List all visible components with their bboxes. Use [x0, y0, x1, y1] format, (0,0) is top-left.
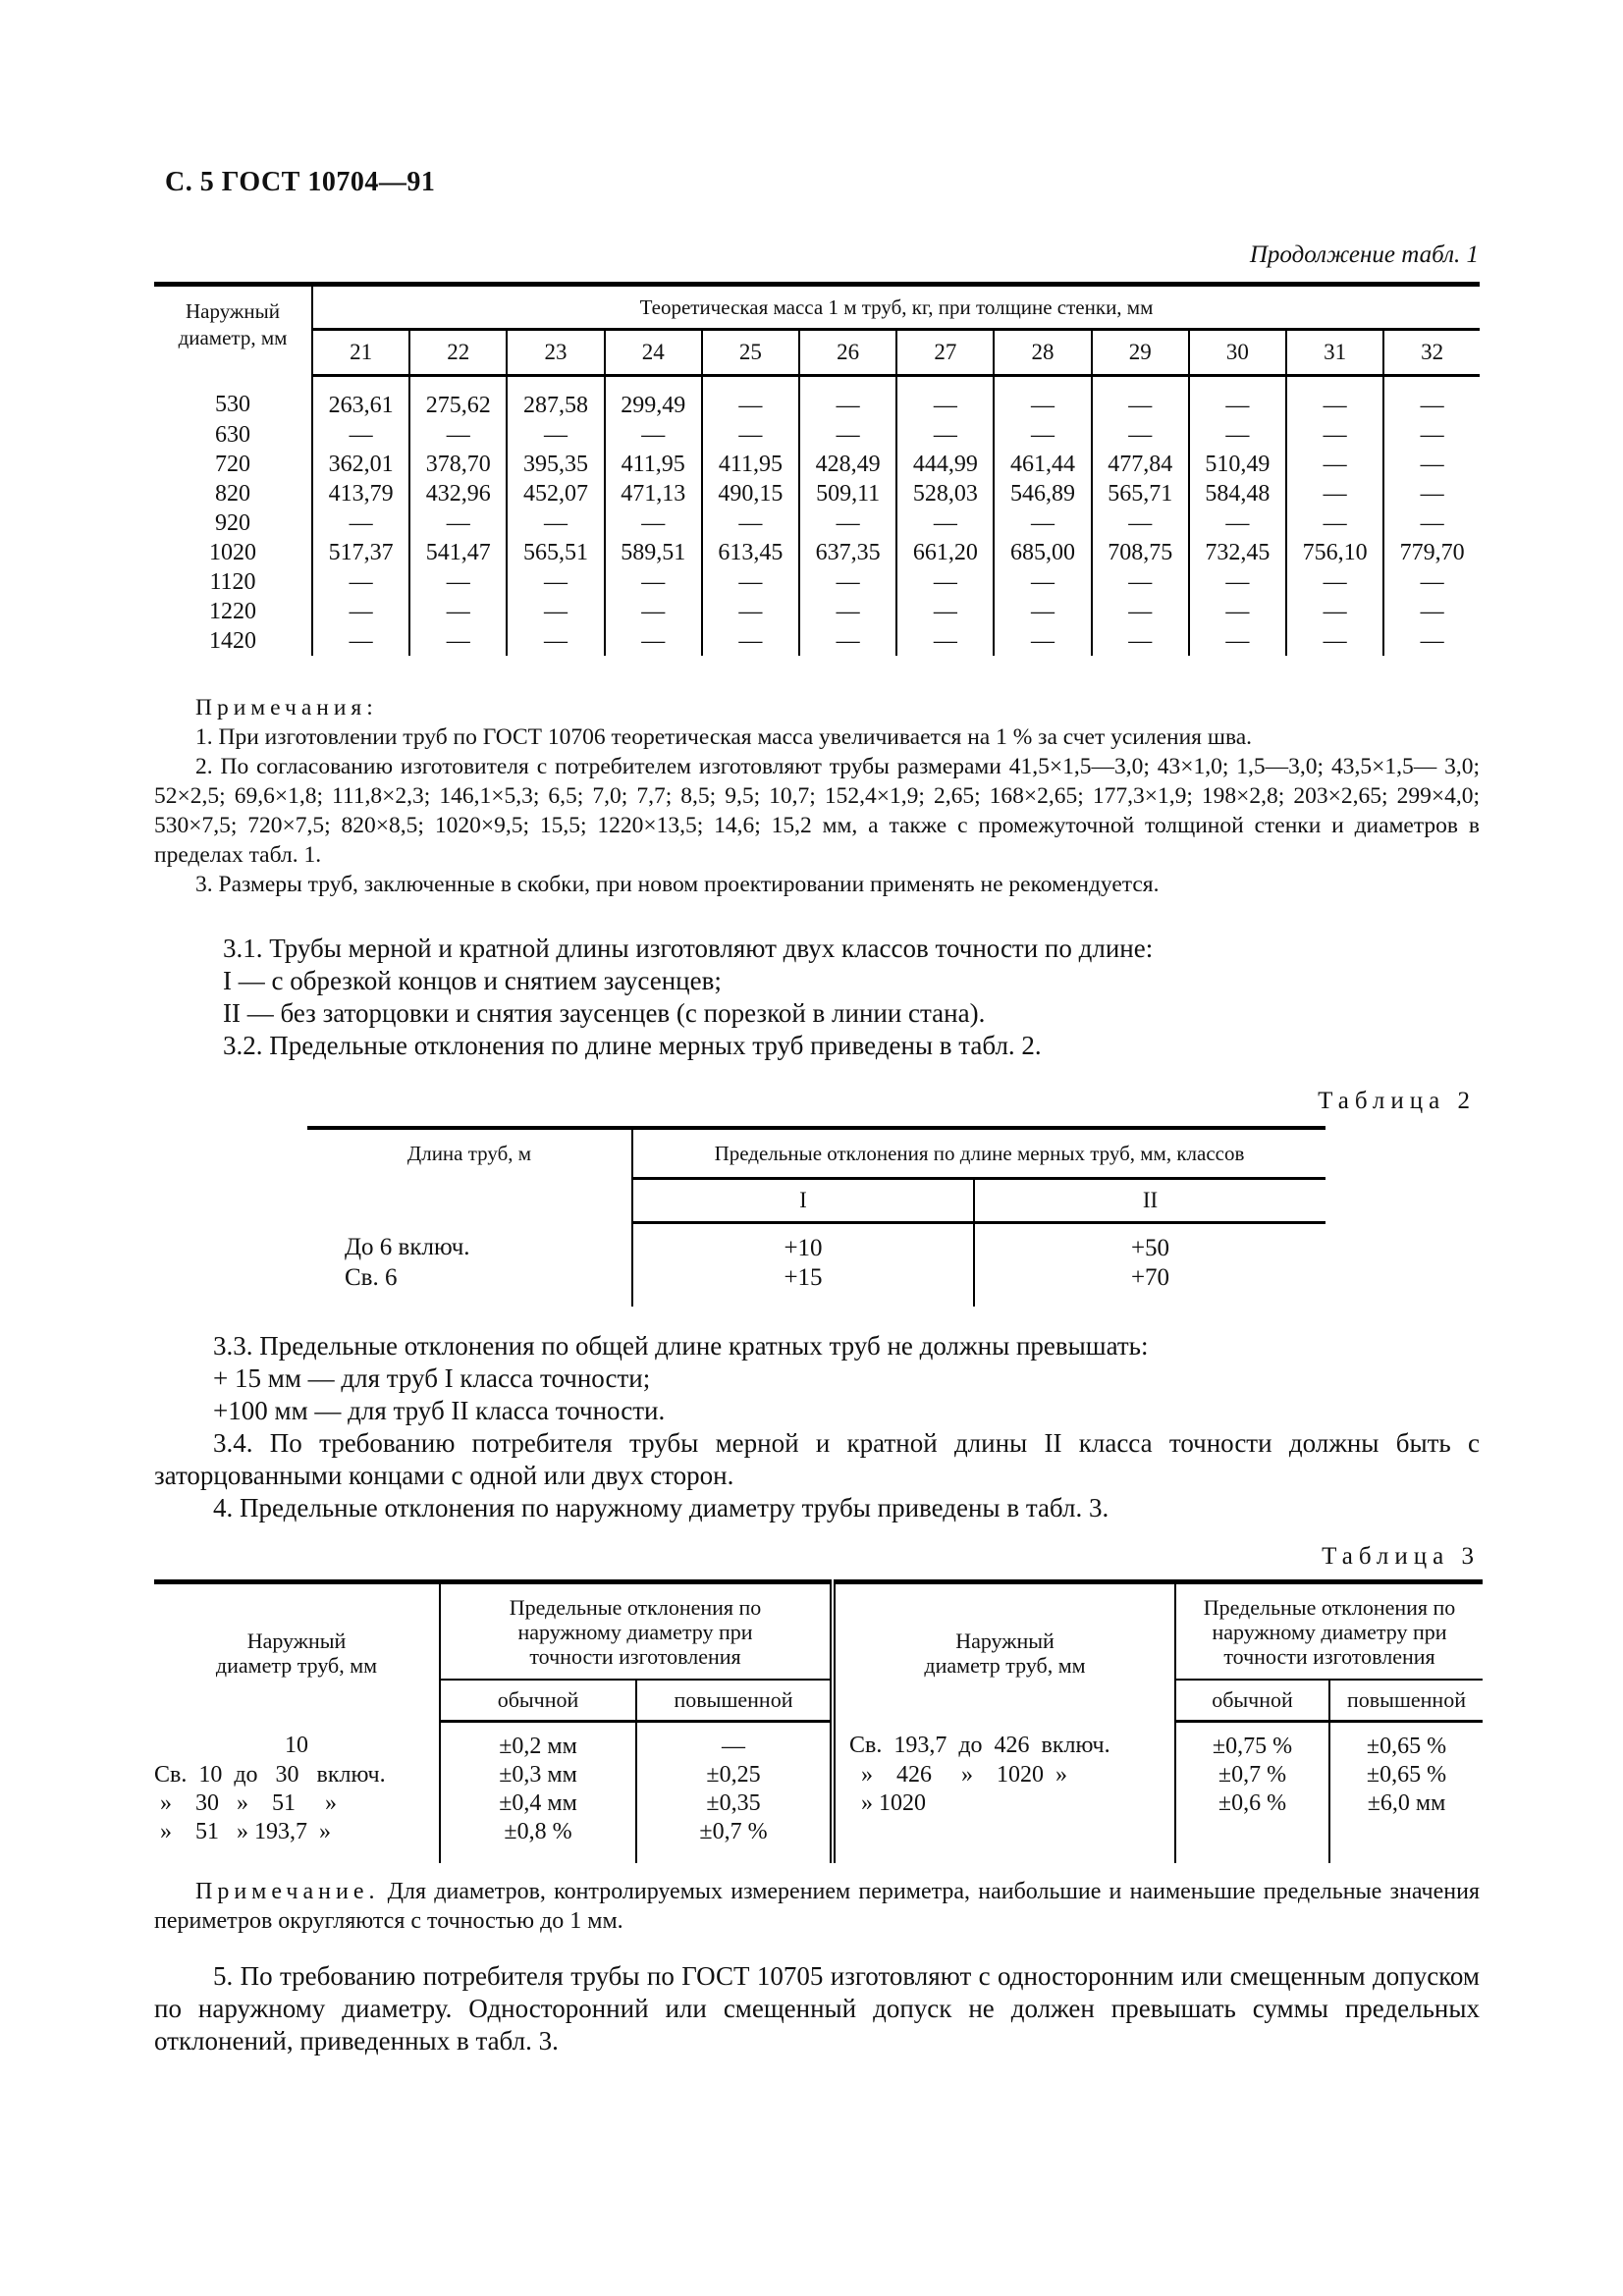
table1-mass-cell: —: [605, 567, 702, 597]
table2-caption: Таблица 2: [1318, 1088, 1476, 1114]
paragraph-3-4: 3.4. По требованию потребителя трубы мерной и кратной длины II класса точности должны быть с заторцованными концами с одной или двух сторон.: [154, 1428, 1480, 1490]
table1-mass-cell: 685,00: [994, 538, 1091, 567]
table1-mass-cell: —: [507, 420, 604, 450]
table-row: [154, 626, 1480, 656]
table1-mass-cell: —: [994, 376, 1091, 421]
table3-high-value: ±0,65 %: [1329, 1761, 1483, 1789]
tolerance-class-1: + 15 мм — для труб I класса точности;: [213, 1363, 651, 1393]
table1-mass-cell: —: [1286, 420, 1383, 450]
table1-mass-cell: —: [312, 567, 409, 597]
table1-mass-cell: —: [702, 420, 799, 450]
table3-high-value: ±0,7 %: [636, 1818, 833, 1863]
table3-range: » 30 » 51 »: [154, 1790, 337, 1816]
table1-mass-cell: 490,15: [702, 479, 799, 508]
header-line: диаметр труб, мм: [215, 1652, 378, 1678]
table-row: [154, 420, 1480, 450]
table1-mass-cell: —: [1383, 450, 1480, 479]
table1-diameter-cell: 820: [215, 481, 250, 507]
table1-mass-cell: —: [702, 626, 799, 656]
table3-high-header: повышенной: [636, 1680, 833, 1722]
header-line: наружному диаметру при: [517, 1619, 753, 1644]
table1-mass-cell: —: [799, 567, 896, 597]
table1-mass-cell: —: [1383, 479, 1480, 508]
table1-mass-cell: —: [702, 567, 799, 597]
header-line: точности изготовления: [529, 1643, 741, 1669]
table1-mass-cell: —: [799, 376, 896, 421]
table1-mass-cell: —: [409, 597, 507, 626]
table1-mass-cell: 287,58: [507, 376, 604, 421]
table1-col-header: 24: [605, 330, 702, 376]
table1-mass-cell: —: [1189, 597, 1286, 626]
table1-mass-cell: 637,35: [799, 538, 896, 567]
table1-mass-cell: —: [1189, 508, 1286, 538]
table1-mass-cell: —: [1286, 508, 1383, 538]
table3-range: Св. 10 до 30 включ.: [154, 1762, 386, 1788]
table3-normal-value: ±0,6 %: [1175, 1789, 1329, 1818]
table1-mass-cell: —: [409, 626, 507, 656]
table1-mass-cell: —: [1092, 597, 1189, 626]
table1-mass-cell: —: [896, 376, 994, 421]
table1-mass-cell: 411,95: [605, 450, 702, 479]
table3-diameter-header-right: [833, 1582, 1175, 1722]
table1-mass-cell: 613,45: [702, 538, 799, 567]
table-1-mass: [154, 282, 1480, 656]
header-line: точности изготовления: [1223, 1643, 1435, 1669]
table1-col-header: 23: [507, 330, 604, 376]
table1-diameter-header: [154, 285, 312, 376]
class-1-line: I — с обрезкой концов и снятием заусенцев;: [223, 966, 722, 995]
table-3-diameter-tolerance: [154, 1579, 1483, 1863]
header-line: Предельные отклонения по: [509, 1594, 762, 1620]
table1-mass-cell: —: [994, 508, 1091, 538]
table2-class-2-header: II: [974, 1179, 1325, 1223]
table1-mass-cell: 428,49: [799, 450, 896, 479]
table1-mass-cell: 299,49: [605, 376, 702, 421]
table-row: [154, 1722, 1483, 1762]
table1-mass-cell: —: [605, 626, 702, 656]
table1-mass-cell: —: [702, 597, 799, 626]
table1-mass-cell: —: [799, 508, 896, 538]
table1-col-header: 21: [312, 330, 409, 376]
table1-mass-cell: 528,03: [896, 479, 994, 508]
table1-mass-cell: —: [507, 626, 604, 656]
table3-deviation-header-left: [440, 1582, 833, 1681]
header-line: Наружный: [955, 1628, 1055, 1653]
table1-mass-cell: —: [1383, 376, 1480, 421]
table1-mass-cell: —: [702, 376, 799, 421]
table1-mass-cell: 477,84: [1092, 450, 1189, 479]
table1-mass-cell: 413,79: [312, 479, 409, 508]
table1-mass-cell: 546,89: [994, 479, 1091, 508]
table-row: [154, 1818, 1483, 1863]
table-row: [154, 538, 1480, 567]
table1-col-header: 29: [1092, 330, 1189, 376]
table3-range: Св. 193,7 до 426 включ.: [833, 1722, 1175, 1762]
table-row: [154, 479, 1480, 508]
table1-mass-cell: —: [896, 597, 994, 626]
table1-mass-cell: —: [507, 567, 604, 597]
table1-mass-cell: 541,47: [409, 538, 507, 567]
table2-class2-value: +70: [1130, 1264, 1170, 1291]
table3-range: » 426 » 1020 »: [833, 1761, 1175, 1789]
note-text: Для диаметров, контролируемых измерением периметра, наибольшие и наименьшие предельные значения периметров округляются с точностью до 1 мм.: [154, 1879, 1480, 1934]
table3-deviation-header-right: [1175, 1582, 1483, 1681]
table1-mass-cell: —: [896, 508, 994, 538]
table1-notes: [154, 693, 1480, 899]
table3-empty-cell: [1175, 1818, 1329, 1863]
table1-col-header: 25: [702, 330, 799, 376]
table2-length-header: Длина труб, м: [307, 1128, 632, 1223]
table1-mass-cell: —: [1383, 597, 1480, 626]
table1-mass-cell: 509,11: [799, 479, 896, 508]
header-line: Предельные отклонения по: [1203, 1594, 1456, 1620]
table3-normal-header: обычной: [1175, 1680, 1329, 1722]
table1-mass-cell: —: [994, 626, 1091, 656]
table1-mass-cell: —: [409, 508, 507, 538]
table1-mass-cell: 565,51: [507, 538, 604, 567]
table1-mass-cell: 708,75: [1092, 538, 1189, 567]
table-row: [307, 1263, 1325, 1307]
table3-high-value: ±0,35: [636, 1789, 833, 1818]
table1-mass-cell: 471,13: [605, 479, 702, 508]
table1-mass-cell: —: [799, 420, 896, 450]
table1-mass-cell: —: [1092, 567, 1189, 597]
table1-diameter-cell: 1120: [209, 569, 256, 595]
table1-mass-cell: —: [1286, 626, 1383, 656]
table3-range: » 51 » 193,7 »: [154, 1819, 331, 1844]
table1-diameter-cell: 530: [215, 392, 250, 418]
table1-mass-cell: 263,61: [312, 376, 409, 421]
table1-mass-cell: 565,71: [1092, 479, 1189, 508]
tolerance-class-2: +100 мм — для труб II класса точности.: [213, 1396, 666, 1425]
table1-col-header: 26: [799, 330, 896, 376]
table3-empty-cell: [833, 1818, 1175, 1863]
paragraph-4: 4. Предельные отклонения по наружному диаметру трубы приведены в табл. 3.: [213, 1493, 1109, 1522]
note-title: Примечание.: [195, 1879, 380, 1904]
table-row: [154, 1761, 1483, 1789]
table3-high-value: —: [636, 1722, 833, 1762]
table1-group-header: Теоретическая масса 1 м труб, кг, при толщине стенки, мм: [312, 285, 1480, 330]
table1-col-header: 28: [994, 330, 1091, 376]
table1-diameter-cell: 920: [215, 510, 250, 536]
table1-mass-cell: —: [1092, 508, 1189, 538]
table1-mass-cell: —: [896, 420, 994, 450]
table1-diameter-cell: 1220: [209, 599, 256, 624]
table1-diameter-header-line2: диаметр, мм: [178, 326, 288, 349]
table1-mass-cell: 517,37: [312, 538, 409, 567]
table3-normal-value: ±0,2 мм: [440, 1722, 636, 1762]
table1-mass-cell: —: [1092, 420, 1189, 450]
table1-mass-cell: —: [312, 420, 409, 450]
header-line: наружному диаметру при: [1212, 1619, 1447, 1644]
table3-empty-cell: [1329, 1818, 1483, 1863]
table-continuation-label: Продолжение табл. 1: [1249, 241, 1479, 268]
table1-mass-cell: 461,44: [994, 450, 1091, 479]
paragraph-3-1: 3.1. Трубы мерной и кратной длины изготовляют двух классов точности по длине:: [223, 934, 1154, 963]
table3-note: [154, 1877, 1480, 1936]
section-5: [154, 1960, 1480, 2057]
table2-class1-value: +15: [632, 1263, 974, 1307]
table3-high-value: ±6,0 мм: [1329, 1789, 1483, 1818]
table1-mass-cell: —: [994, 567, 1091, 597]
table1-mass-cell: —: [1092, 376, 1189, 421]
table1-mass-cell: —: [799, 626, 896, 656]
table1-mass-cell: —: [1286, 376, 1383, 421]
table1-mass-cell: 779,70: [1383, 538, 1480, 567]
table3-caption: Таблица 3: [1322, 1543, 1480, 1570]
table1-mass-cell: —: [312, 626, 409, 656]
table1-mass-cell: —: [896, 567, 994, 597]
table3-normal-header: обычной: [440, 1680, 636, 1722]
table-row: [154, 567, 1480, 597]
section-3-3: [154, 1330, 1480, 1524]
table1-mass-cell: —: [1189, 420, 1286, 450]
table1-body: [154, 376, 1480, 657]
table1-mass-cell: —: [1092, 626, 1189, 656]
table1-col-header: 30: [1189, 330, 1286, 376]
table3-range: 10: [285, 1733, 308, 1759]
table3-range: » 1020: [833, 1789, 1175, 1818]
table1-mass-cell: 275,62: [409, 376, 507, 421]
table1-mass-cell: —: [1383, 420, 1480, 450]
header-line: диаметр труб, мм: [924, 1652, 1086, 1678]
table2-class1-value: +10: [632, 1223, 974, 1264]
table1-mass-cell: —: [994, 420, 1091, 450]
page-header: С. 5 ГОСТ 10704—91: [165, 167, 436, 197]
table1-diameter-cell: 1420: [209, 628, 256, 654]
table1-mass-cell: —: [896, 626, 994, 656]
header-line: Наружный: [246, 1628, 347, 1653]
table3-normal-value: ±0,8 %: [440, 1818, 636, 1863]
table1-diameter-cell: 1020: [209, 540, 256, 565]
table1-diameter-cell: 630: [215, 422, 250, 448]
table1-mass-cell: —: [605, 597, 702, 626]
table2-length: Св. 6: [307, 1263, 632, 1307]
table1-diameter-header-line1: Наружный: [185, 299, 281, 323]
table1-mass-cell: —: [1189, 376, 1286, 421]
table1-mass-cell: —: [605, 420, 702, 450]
table1-mass-cell: —: [312, 508, 409, 538]
table2-group-header: Предельные отклонения по длине мерных труб, мм, классов: [632, 1128, 1325, 1179]
table-2-length-tolerance: [307, 1126, 1325, 1307]
table1-mass-cell: —: [1189, 567, 1286, 597]
notes-title: Примечания:: [195, 695, 378, 721]
table1-mass-cell: 395,35: [507, 450, 604, 479]
table2-class2-value: +50: [1130, 1235, 1170, 1261]
table1-mass-cell: —: [1383, 567, 1480, 597]
table1-mass-cell: —: [312, 597, 409, 626]
table3-normal-value: ±0,75 %: [1175, 1722, 1329, 1762]
table1-mass-cell: 432,96: [409, 479, 507, 508]
paragraph-3-2: 3.2. Предельные отклонения по длине мерных труб приведены в табл. 2.: [223, 1031, 1042, 1060]
table1-mass-cell: 732,45: [1189, 538, 1286, 567]
table1-mass-cell: —: [605, 508, 702, 538]
table-row: [154, 376, 1480, 421]
table1-diameter-cell: 720: [215, 452, 250, 477]
table2-class-1-header: I: [632, 1179, 974, 1223]
note-item: 1. При изготовлении труб по ГОСТ 10706 теоретическая масса увеличивается на 1 % за счет усиления шва.: [195, 724, 1253, 750]
table1-mass-cell: 452,07: [507, 479, 604, 508]
note-item: 2. По согласованию изготовителя с потребителем изготовляют трубы размерами 41,5×1,5—3,0; 43×1,0; 1,5—3,0; 43,5×1,5— 3,0; 52×2,5; 69,6×1,8; 111,8×2,3; 146,1×5,3; 6,5; 7,0; 7,7; 8,5; 9,5; 10,7; 152,4×1,9; 2,65; 168×2,65; 177,3×1,9; 198×2,8; 203×2,65; 299×4,0; 530×7,5; 720×7,5; 820×8,5; 1020×9,5; 15,5; 1220×13,5; 14,6; 15,2 мм, а также с промежуточной толщиной стенки и диаметров в пределах табл. 1.: [154, 754, 1480, 868]
table1-mass-cell: 362,01: [312, 450, 409, 479]
table-row: [154, 1789, 1483, 1818]
table3-high-value: ±0,25: [636, 1761, 833, 1789]
table1-mass-cell: 584,48: [1189, 479, 1286, 508]
table-row: [154, 508, 1480, 538]
table1-mass-cell: —: [994, 597, 1091, 626]
table1-mass-cell: —: [507, 597, 604, 626]
table1-mass-cell: —: [1383, 508, 1480, 538]
table2-length: До 6 включ.: [307, 1223, 632, 1264]
table-row: [154, 597, 1480, 626]
table1-col-header: 31: [1286, 330, 1383, 376]
table1-mass-cell: 510,49: [1189, 450, 1286, 479]
table1-mass-cell: —: [1286, 597, 1383, 626]
table1-mass-cell: —: [702, 508, 799, 538]
note-item: 3. Размеры труб, заключенные в скобки, при новом проектировании применять не рекомендуется.: [195, 872, 1160, 897]
table1-mass-cell: —: [409, 567, 507, 597]
table1-mass-cell: —: [1383, 626, 1480, 656]
table1-mass-cell: —: [507, 508, 604, 538]
paragraph-5: 5. По требованию потребителя трубы по ГОСТ 10705 изготовляют с односторонним или смещенным допуском по наружному диаметру. Односторонний или смещенный допуск не должен превышать суммы предельных отклонений, приведенных в табл. 3.: [154, 1961, 1480, 2056]
table3-normal-value: ±0,3 мм: [440, 1761, 636, 1789]
table1-col-header: 32: [1383, 330, 1480, 376]
section-3-1: [223, 933, 1480, 1062]
table1-col-header: 22: [409, 330, 507, 376]
table1-mass-cell: —: [1286, 450, 1383, 479]
table1-col-header: 27: [896, 330, 994, 376]
table1-mass-cell: —: [409, 420, 507, 450]
table1-mass-cell: —: [1286, 567, 1383, 597]
class-2-line: II — без заторцовки и снятия заусенцев (с порезкой в линии стана).: [223, 998, 986, 1028]
table1-mass-cell: 661,20: [896, 538, 994, 567]
table3-high-value: ±0,65 %: [1329, 1722, 1483, 1762]
table1-mass-cell: —: [1286, 479, 1383, 508]
table1-mass-cell: —: [799, 597, 896, 626]
table1-mass-cell: 378,70: [409, 450, 507, 479]
table1-mass-cell: 589,51: [605, 538, 702, 567]
table3-normal-value: ±0,4 мм: [440, 1789, 636, 1818]
table1-mass-cell: 411,95: [702, 450, 799, 479]
table3-diameter-header-left: [154, 1582, 440, 1722]
paragraph-3-3: 3.3. Предельные отклонения по общей длине кратных труб не должны превышать:: [213, 1331, 1149, 1361]
table1-mass-cell: 444,99: [896, 450, 994, 479]
table3-normal-value: ±0,7 %: [1175, 1761, 1329, 1789]
table-row: [307, 1223, 1325, 1264]
table1-mass-cell: 756,10: [1286, 538, 1383, 567]
table-row: [154, 450, 1480, 479]
table3-high-header: повышенной: [1329, 1680, 1483, 1722]
table1-mass-cell: —: [1189, 626, 1286, 656]
